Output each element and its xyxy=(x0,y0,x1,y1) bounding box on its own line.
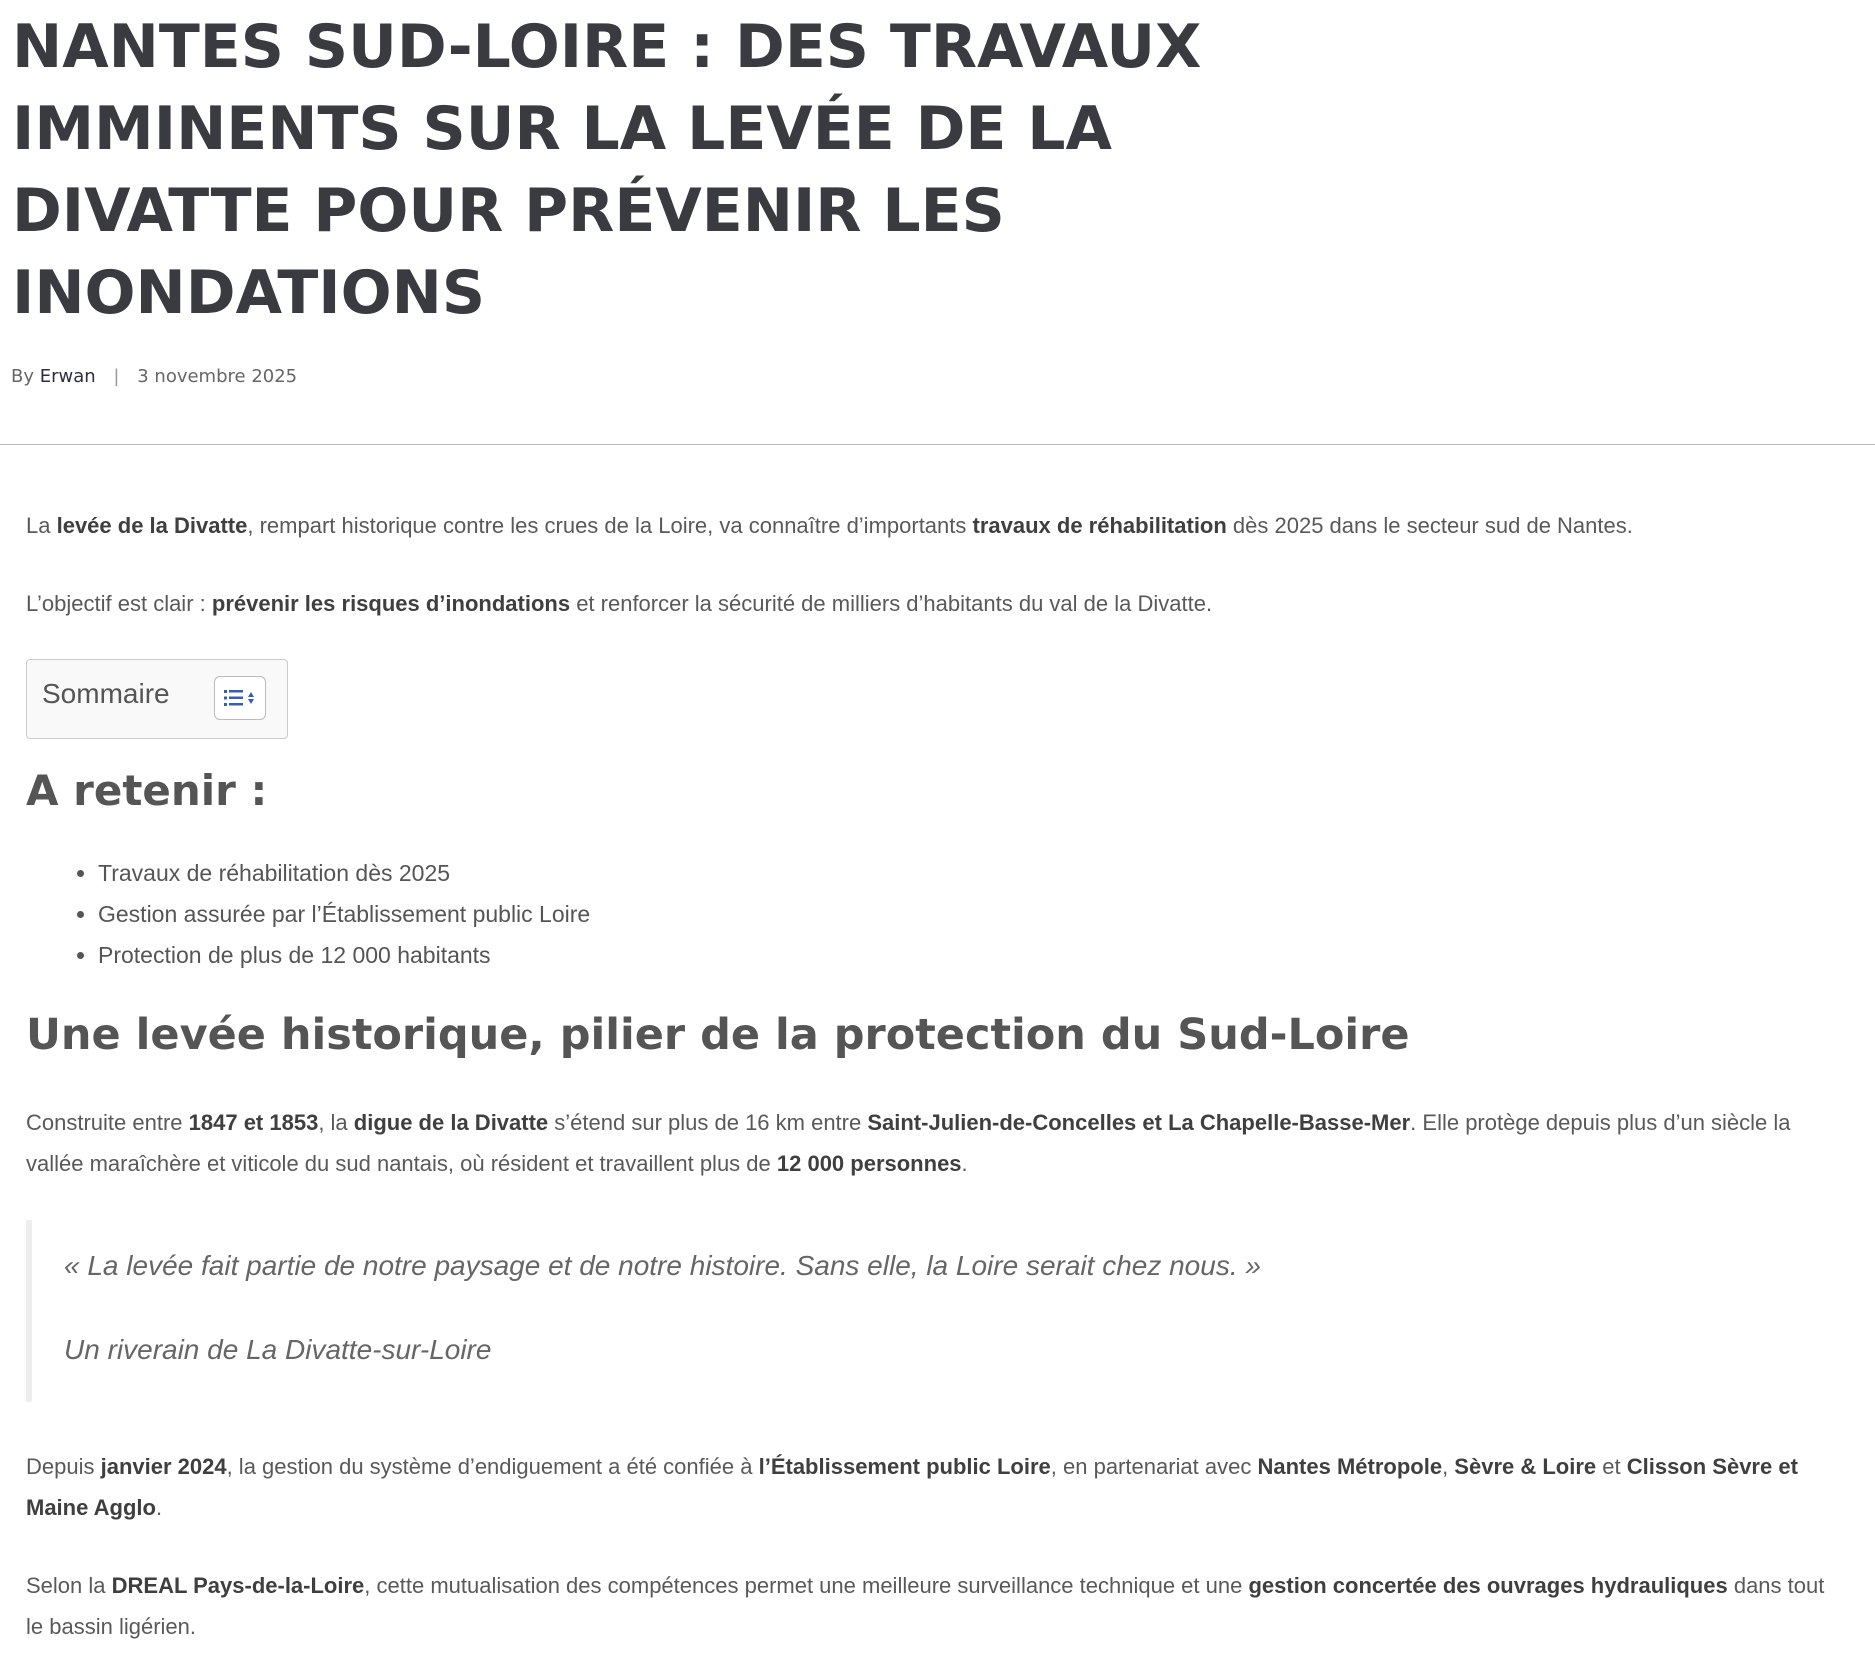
bold-text: l’Établissement public Loire xyxy=(758,1454,1051,1479)
header-divider xyxy=(0,444,1875,445)
article-title: NANTES SUD-LOIRE : DES TRAVAUX IMMINENTS SUR LA LEVÉE DE LA DIVATTE POUR PRÉVENIR LES INONDATIONS xyxy=(12,12,1202,328)
text: s’étend sur plus de 16 km entre xyxy=(548,1110,868,1135)
text: , cette mutualisation des compétences permet une meilleure surveillance technique et une xyxy=(364,1573,1249,1598)
list-item: • Travaux de réhabilitation dès 2025 xyxy=(98,853,590,894)
section-paragraph-1 xyxy=(26,1102,1846,1184)
bold-text: janvier 2024 xyxy=(100,1454,227,1479)
bold-text: travaux de réhabilitation xyxy=(972,513,1227,538)
bold-text: 1847 et 1853 xyxy=(188,1110,319,1135)
bold-text: 12 000 personnes xyxy=(776,1151,962,1176)
by-label: By xyxy=(11,366,35,387)
table-of-contents xyxy=(26,659,288,739)
section-heading: Une levée historique, pilier de la protection du Sud-Loire xyxy=(26,1010,1410,1060)
quote-attribution: Un riverain de La Divatte-sur-Loire xyxy=(64,1334,492,1365)
text: . xyxy=(155,1495,163,1520)
list-item: • Gestion assurée par l’Établissement public Loire xyxy=(98,894,590,935)
text: , la xyxy=(318,1110,354,1135)
text: Selon la xyxy=(26,1573,112,1598)
text: . xyxy=(961,1151,968,1176)
bold-text: Sèvre & Loire xyxy=(1454,1454,1597,1479)
intro-paragraph-1 xyxy=(26,505,1846,546)
bold-text: Nantes Métropole xyxy=(1257,1454,1443,1479)
list-item: • Protection de plus de 12 000 habitants xyxy=(98,935,590,976)
bold-text: prévenir les risques d’inondations xyxy=(211,591,571,616)
text: dès 2025 dans le secteur sud de Nantes. xyxy=(1226,513,1633,538)
text: , rempart historique contre les crues de la Loire, va connaître d’importants xyxy=(247,513,973,538)
bold-text: gestion concertée des ouvrages hydrauliques xyxy=(1248,1573,1728,1598)
text: La xyxy=(26,513,57,538)
text: dans tout le bassin ligérien. xyxy=(26,1573,1825,1639)
text: et renforcer la sécurité de milliers d’habitants du val de la Divatte. xyxy=(570,591,1213,616)
text: , la gestion du système d’endiguement a été confiée à xyxy=(226,1454,759,1479)
text: . Elle protège depuis plus d’un siècle la vallée maraîchère et viticole du sud nantais, où résident et travaillent plus de xyxy=(26,1110,1791,1176)
text: , xyxy=(1442,1454,1455,1479)
bold-text: Saint-Julien-de-Concelles et La Chapelle-Basse-Mer xyxy=(867,1110,1411,1135)
author-link[interactable]: Erwan xyxy=(39,366,96,387)
text: , en partenariat avec xyxy=(1050,1454,1258,1479)
section-paragraph-3 xyxy=(26,1565,1846,1647)
blockquote xyxy=(26,1220,1826,1402)
list-toggle-icon xyxy=(222,687,258,709)
toc-title: Sommaire xyxy=(42,678,170,709)
byline-separator: | xyxy=(113,366,120,387)
byline xyxy=(11,366,297,387)
bold-text: DREAL Pays-de-la-Loire xyxy=(111,1573,365,1598)
key-points-list xyxy=(52,853,590,976)
bold-text: levée de la Divatte xyxy=(56,513,248,538)
text: et xyxy=(1596,1454,1627,1479)
bold-text: digue de la Divatte xyxy=(353,1110,549,1135)
text: Depuis xyxy=(26,1454,101,1479)
intro-paragraph-2 xyxy=(26,583,1846,624)
section-paragraph-2 xyxy=(26,1446,1846,1528)
text: Construite entre xyxy=(26,1110,189,1135)
publish-date: 3 novembre 2025 xyxy=(137,366,298,387)
toc-toggle-button[interactable] xyxy=(214,676,266,720)
quote-text: « La levée fait partie de notre paysage et de notre histoire. Sans elle, la Loire serait chez nous. » xyxy=(64,1250,1261,1281)
text: L’objectif est clair : xyxy=(26,591,212,616)
key-points-heading: A retenir : xyxy=(26,766,268,815)
bold-text: Clisson Sèvre et Maine Agglo xyxy=(26,1454,1798,1520)
